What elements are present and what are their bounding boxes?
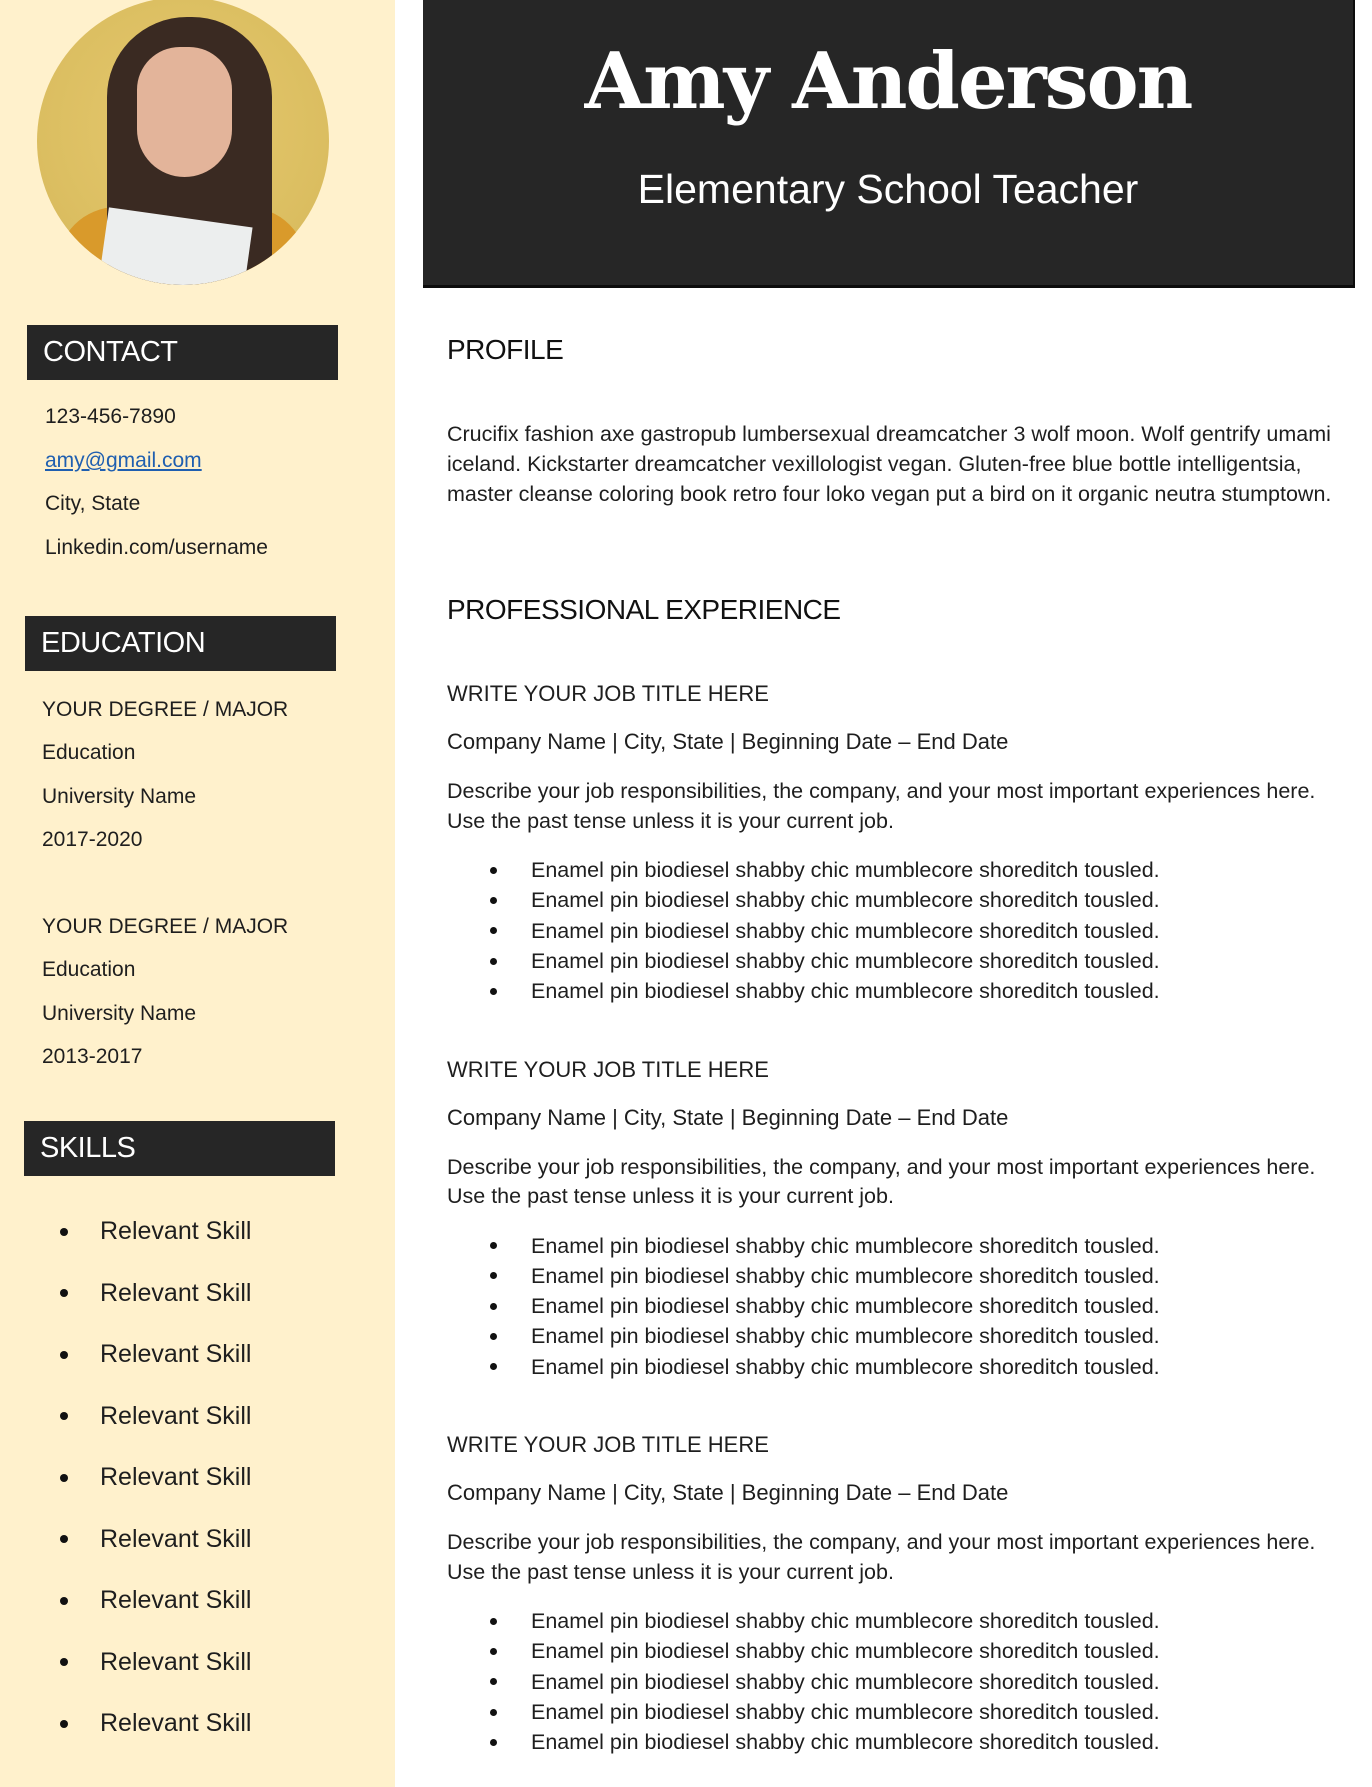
skill-label: Relevant Skill [100, 1340, 252, 1368]
job-bullet-item [490, 1291, 1160, 1321]
bullet-icon [60, 1289, 68, 1297]
bullet-icon [490, 988, 497, 995]
job-bullet-item [490, 885, 1160, 915]
skill-item [60, 1402, 251, 1431]
contact-email[interactable] [45, 449, 202, 473]
job-description: Describe your job responsibilities, the company, and your most important experiences here. Use the past tense unless it is your current job. [447, 1154, 1316, 1209]
skill-item [60, 1648, 251, 1677]
skill-label: Relevant Skill [100, 1524, 252, 1553]
bullet-icon [60, 1412, 68, 1420]
job-title: WRITE YOUR JOB TITLE HERE [447, 1056, 769, 1082]
profile-photo [37, 0, 329, 285]
job-title: WRITE YOUR JOB TITLE HERE [447, 681, 769, 706]
skill-item [60, 1525, 251, 1554]
skill-item [60, 1279, 251, 1308]
contact-heading: CONTACT [27, 325, 338, 380]
job-bullet-item [490, 1352, 1160, 1382]
contact-phone: 123-456-7890 [45, 405, 176, 428]
header-banner [423, 0, 1355, 288]
job-bullet-item [490, 1636, 1160, 1666]
skill-label: Relevant Skill [100, 1278, 252, 1307]
edu-degree: YOUR DEGREE / MAJOR [42, 915, 289, 938]
edu-years: 2017-2020 [42, 828, 143, 851]
candidate-role: Elementary School Teacher [637, 166, 1139, 212]
bullet-icon [490, 1648, 497, 1655]
sidebar [0, 0, 395, 1787]
job-meta: Company Name | City, State | Beginning Date – End Date [447, 729, 1009, 754]
education-heading: EDUCATION [25, 616, 336, 671]
job-bullet-item [490, 976, 1160, 1006]
edu-degree: YOUR DEGREE / MAJOR [42, 698, 289, 721]
skill-label: Relevant Skill [100, 1217, 252, 1245]
bullet-text: Enamel pin biodiesel shabby chic mumblecore shoreditch tousled. [531, 1639, 1160, 1664]
bullet-icon [490, 1242, 497, 1249]
experience-heading: PROFESSIONAL EXPERIENCE [447, 594, 841, 625]
bullet-icon [490, 1303, 497, 1310]
bullet-icon [60, 1474, 68, 1482]
bullet-text: Enamel pin biodiesel shabby chic mumblecore shoreditch tousled. [531, 1609, 1160, 1633]
skill-item [60, 1709, 251, 1738]
bullet-icon [60, 1228, 68, 1236]
job-bullets [490, 855, 1160, 1006]
job-description: Describe your job responsibilities, the company, and your most important experiences here. Use the past tense unless it is your current job. [447, 1530, 1316, 1584]
skill-label: Relevant Skill [100, 1401, 252, 1430]
skill-item [60, 1217, 251, 1246]
edu-years: 2013-2017 [42, 1045, 143, 1068]
bullet-icon [490, 1709, 497, 1716]
bullet-icon [490, 1272, 497, 1279]
job-bullet-item [490, 1261, 1160, 1291]
bullet-text: Enamel pin biodiesel shabby chic mumblecore shoreditch tousled. [531, 1324, 1160, 1349]
bullet-text: Enamel pin biodiesel shabby chic mumblecore shoreditch tousled. [531, 858, 1160, 882]
contact-location: City, State [45, 492, 141, 515]
skill-item [60, 1340, 251, 1369]
bullet-icon [490, 958, 497, 965]
bullet-text: Enamel pin biodiesel shabby chic mumblecore shoreditch tousled. [531, 1233, 1160, 1258]
skills-heading: SKILLS [24, 1121, 335, 1176]
bullet-icon [490, 1363, 497, 1370]
job-bullet-item [490, 1727, 1160, 1757]
skill-item [60, 1586, 251, 1615]
bullet-icon [60, 1597, 68, 1605]
bullet-text: Enamel pin biodiesel shabby chic mumblecore shoreditch tousled. [531, 1669, 1160, 1694]
job-bullets [490, 1606, 1160, 1757]
bullet-text: Enamel pin biodiesel shabby chic mumblecore shoreditch tousled. [531, 918, 1160, 943]
email-link[interactable]: amy@gmail.com [45, 449, 202, 472]
job-bullet-item [490, 1231, 1160, 1261]
bullet-text: Enamel pin biodiesel shabby chic mumblecore shoreditch tousled. [531, 1263, 1160, 1288]
job-bullet-item [490, 916, 1160, 946]
bullet-icon [490, 867, 497, 874]
bullet-icon [60, 1720, 68, 1728]
job-bullet-item [490, 1606, 1160, 1636]
profile-text: Crucifix fashion axe gastropub lumbersexual dreamcatcher 3 wolf moon. Wolf gentrify umami iceland. Kickstarter dreamcatcher vexillologist vegan. Gluten-free blue bottle intelligentsia, master cleanse coloring book retro four loko vegan put a bird on it organic neutra stumptown. [447, 422, 1332, 506]
bullet-icon [490, 1618, 497, 1625]
bullet-icon [490, 1739, 497, 1746]
skill-label: Relevant Skill [100, 1586, 252, 1614]
edu-field: Education [42, 958, 136, 981]
bullet-icon [490, 1678, 497, 1685]
bullet-icon [60, 1535, 68, 1543]
bullet-text: Enamel pin biodiesel shabby chic mumblecore shoreditch tousled. [531, 948, 1160, 973]
bullet-icon [490, 897, 497, 904]
skill-item [60, 1463, 251, 1492]
bullet-text: Enamel pin biodiesel shabby chic mumblecore shoreditch tousled. [531, 1354, 1160, 1379]
profile-heading: PROFILE [447, 334, 564, 365]
job-bullets [490, 1231, 1160, 1382]
bullet-icon [490, 1333, 497, 1340]
edu-school: University Name [42, 1002, 197, 1025]
job-bullet-item [490, 1697, 1160, 1727]
skill-label: Relevant Skill [100, 1709, 252, 1737]
skill-label: Relevant Skill [100, 1463, 252, 1491]
job-bullet-item [490, 1321, 1160, 1351]
job-bullet-item [490, 855, 1160, 885]
contact-linkedin: Linkedin.com/username [45, 536, 268, 559]
candidate-name: Amy Anderson [584, 36, 1192, 127]
bullet-icon [60, 1351, 68, 1359]
job-meta: Company Name | City, State | Beginning Date – End Date [447, 1104, 1009, 1130]
job-description: Describe your job responsibilities, the company, and your most important experiences here. Use the past tense unless it is your current job. [447, 779, 1316, 833]
bullet-text: Enamel pin biodiesel shabby chic mumblecore shoreditch tousled. [531, 1730, 1160, 1755]
edu-field: Education [42, 741, 136, 764]
edu-school: University Name [42, 785, 197, 808]
photo-face [137, 47, 232, 177]
job-bullet-item [490, 1667, 1160, 1697]
bullet-icon [60, 1658, 68, 1666]
bullet-text: Enamel pin biodiesel shabby chic mumblecore shoreditch tousled. [531, 979, 1160, 1004]
bullet-text: Enamel pin biodiesel shabby chic mumblecore shoreditch tousled. [531, 1699, 1160, 1724]
job-title: WRITE YOUR JOB TITLE HERE [447, 1432, 769, 1457]
job-bullet-item [490, 946, 1160, 976]
bullet-icon [490, 927, 497, 934]
bullet-text: Enamel pin biodiesel shabby chic mumblecore shoreditch tousled. [531, 1294, 1160, 1319]
job-meta: Company Name | City, State | Beginning Date – End Date [447, 1480, 1009, 1505]
bullet-text: Enamel pin biodiesel shabby chic mumblecore shoreditch tousled. [531, 888, 1160, 913]
skill-label: Relevant Skill [100, 1647, 252, 1676]
